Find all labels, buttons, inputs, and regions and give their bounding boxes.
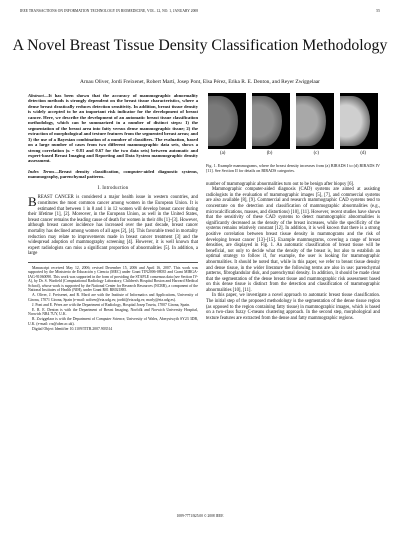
section-heading-introduction: I. Introduction (97, 185, 129, 191)
footnote: J. Pont and E. Pérez are with the Department of Radiology, Hospital Josep Trueta, 17007 Girona, Spain. (32, 302, 190, 307)
index-terms-label: Index Terms (28, 168, 55, 174)
left-column (28, 93, 198, 332)
mammogram-image (296, 93, 334, 149)
body-paragraph: Mammographic computer-aided diagnosis (CAD) systems are aimed at assisting radiologists in the evaluation of mammographic images [5], [7], and commercial systems are also available [8], [9]. Commercial and research mammographic CAD systems tend to concentrate on the detection and classification of mammographic abnormalities (e.g., microcalcifications, masses, and distortions) [10], [11]. However, recent studies have shown that the sensitivity of these CAD systems to detect mammographic abnormalities is significantly decreased as the density of the breast increases, while the specificity of the systems remains relatively constant [12]. In addition, it is well known that there is a strong positive correlation between breast tissue density in mammograms and the risk of developing breast cancer [13]–[15]. Example mammograms, covering a range of breast densities, are displayed in Fig. 1. An automatic classification of breast tissue will be beneficial, not only to decide what the density of the breast is, but also to establish an optimal strategy to follow if, for example, the user is looking for mammographic abnormalities. It should be noted that, while in this paper, we refer to breast tissue density and dense tissue, in the wider literature the following terms are also in use: parenchymal patterns, fibroglandular disk, and parenchymal density. In addition, it should be made clear that the segmentation of the dense breast tissue and mammographic risk assessment based on this dense tissue is distinct from the detection and classification of mammographic abnormalities [10], [11]. (206, 187, 380, 293)
footnote: Manuscript received May 12, 2006; revised December 15, 2006 and April 16, 2007. This work was supported by the Ministerio de Educación y Ciencia (MEC) under Grant TIN2006-08035 and Grant MIRGA-IAG-91060090. This work was supported in the form of providing the STAPLE consensus data (see Section IV-A), by Dr. S. Warfield (Computational Radiology Laboratory, Children's Hospital Boston and Harvard Medical School), whose work is supported by the National Center for Research Resources (NCRR), a component of the National Institutes of Health (NIH), under Grant R01 RR021885. (28, 265, 199, 293)
author-list: Arnau Oliver, Jordi Freixenet, Robert Martí, Josep Pont, Elsa Pérez, Erika R. E. Denton, and Reyer Zwiggelaar (80, 79, 320, 85)
intro-text: REAST CANCER is considered a major health issue in western countries, and constitutes the most common cancer among women in the European Union. It is estimated that between 1 in 8 and 1 in 12 women will develop breast cancer during their lifetime [1], [2]. Moreover, in the European Union, as well in the United States, breast cancer remains the leading cause of death for women in their 40s [1]–[3]. However, although breast cancer incidence has increased over the past decade, breast cancer mortality has declined among women of all ages [2], [4]. This favorable trend in mortality reduction may relate to improvements made in breast cancer treatment [3] and the widespread adoption of mammography screening [4]. However, it is well known that expert radiologists can miss a significant proportion of abnormalities [5]. In addition, a large (28, 195, 198, 257)
mammogram-image (252, 93, 290, 149)
abstract (28, 93, 198, 164)
body-paragraph: In this paper, we investigate a novel approach to automatic breast tissue classification. The initial step of the proposed methodology is the segmentation of the dense tissue region (as opposed to the region containing fatty tissue) in mammographic images, which is based on a two-class fuzzy C-means clustering approach. In the second step, morphological and texture features are extracted from the dense and fatty mammographic regions. (206, 293, 380, 321)
running-header (20, 9, 380, 13)
index-terms (28, 169, 198, 180)
figure-label: (d) (360, 151, 366, 156)
figure-label: (b) (266, 151, 273, 156)
copyright-footer: 1089-7771/$25.00 © 2008 IEEE (176, 514, 224, 518)
mammogram-image (208, 93, 246, 149)
abstract-label: Abstract (28, 93, 44, 98)
right-column (206, 93, 380, 321)
abstract-text: —It has been shown that the accuracy of mammographic abnormality detection methods is strongly dependent on the breast tissue characteristics, where a dense breast drastically reduces detection sensitivity. In addition, breast tissue density is widely accepted to be an important risk indicator for the development of breast cancer. Here, we describe the development of an automatic breast tissue classification methodology, which can be summarized in a number of distinct steps: 1) the segmentation of the breast area into fatty versus dense mammographic tissue; 2) the extraction of morphological and texture features from the segmented breast areas; and 3) the use of a Bayesian combination of a number of classifiers. The evaluation, based on a large number of cases from two different mammographic data sets, shows a strong correlation (κ = 0.81 and 0.67 for the two data sets) between automatic and expert-based Breast Imaging and Reporting and Data System mammographic density assessment. (28, 93, 198, 164)
footnotes (28, 262, 198, 332)
figure-mammograms (206, 93, 380, 149)
footnote: Digital Object Identifier 10.1109/TITB.2007.903514 (32, 326, 113, 331)
figure-label: (c) (313, 151, 319, 156)
figure-caption: Fig. 1. Example mammograms, where the breast density increases from (a) BIRADS I to (d) BIRADS IV [11]. See Section II for details on BIRADS categories. (206, 162, 380, 173)
intro-paragraph (28, 195, 198, 257)
footnote: R. Zwiggelaar is with the Department of Computer Science, University of Wales, Aberystwyth SY23 3DB, U.K. (e-mail: rrz@aber.ac.uk). (28, 317, 198, 326)
mammogram-image (340, 93, 378, 149)
body-paragraph: number of mammographic abnormalities turn out to be benign after biopsy [6]. (206, 181, 355, 187)
index-terms-text: —Breast density classification, computer-aided diagnostic systems, mammography, parenchymal patterns. (28, 168, 198, 180)
footnote: A. Oliver, J. Freixenet, and R. Martí are with the Institute of Informatics and Applications, University of Girona, 17071 Girona, Spain (e-mail: aoliver@eia.udg.es; jordif@eia.udg.es; marly@eia.udg.es). (28, 293, 198, 302)
journal-header: IEEE TRANSACTIONS ON INFORMATION TECHNOLOGY IN BIOMEDICINE, VOL. 12, NO. 1, JANUARY 2008 (20, 9, 199, 13)
footnote: E. R. E. Denton is with the Department of Breast Imaging, Norfolk and Norwich University Hospital, Norwich NR4 7UY, U.K. (28, 307, 198, 317)
figure-labels (206, 151, 380, 157)
drop-cap: B (28, 194, 37, 210)
figure-label: (a) (220, 151, 226, 156)
paper-title: A Novel Breast Tissue Density Classification Methodology (12, 37, 388, 54)
page-number: 55 (376, 9, 380, 13)
